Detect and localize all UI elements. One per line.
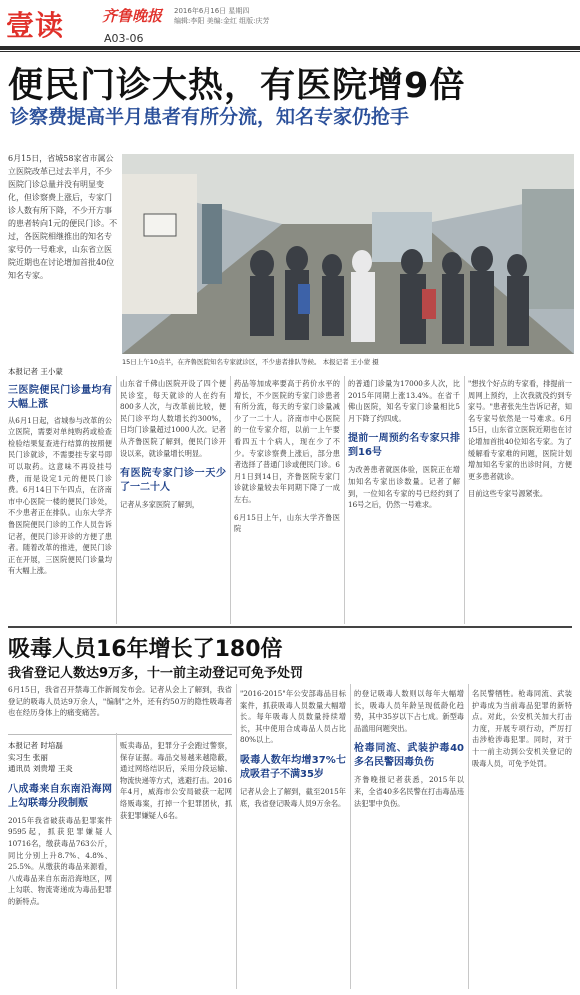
- byline-correspondent: 通讯员 刘贵增 王炎: [8, 764, 73, 774]
- photo-caption: 15日上午10点半，在齐鲁医院知名专家就诊区，不少患者排队等候。 本报记者 王小蒙 摄: [122, 358, 379, 366]
- column-subhead: 提前一周预约名专家只排到16号: [348, 433, 460, 459]
- column-body: "想找个好点的专家看，排提前一周网上预约，上次我就没约到专家号。"患者张先生告诉记者，知名专家号依然是一号难求。6月15日，山东省立医院近期也在讨论增加首批40位知名专家。为了缓解看专家难的问题，医院计划增加知名专家的出诊时间，方便更多患者就诊。: [468, 379, 572, 481]
- column-body: 药品等加成率要高于药价水平的增长，不少医院的专家门诊患者有所分流，每天的专家门诊量减少了一二十人。济南市中心医院的一位专家介绍，以前一上午要看四五十个病人，现在少了不少。专家诊察费上涨后，部分患者选择了普通门诊或便民门诊。6月1日到14日，齐鲁医院专家门诊就诊量较去年同期下降了一成左右。: [234, 379, 340, 504]
- column-body: 2015年我省破获毒品犯罪案件9595起，抓获犯罪嫌疑人10716名，缴获毒品763公斤，同比分别上升8.7%、4.8%、25.5%。从缴获的毒品来源看，八成毒品来自东南沿海地区，网上勾联、物流寄递成为毒品犯罪的新特点。: [8, 815, 112, 906]
- photo-illustration: [122, 154, 574, 354]
- story1-column-5: [468, 378, 572, 624]
- column-divider: [350, 684, 351, 989]
- story2-column-5: [472, 688, 572, 988]
- column-divider: [116, 376, 117, 624]
- story1-column-3: [234, 378, 340, 624]
- section-title: 壹读: [6, 9, 65, 42]
- column-body-tail: 为改善患者就医体验，医院正在增加知名专家出诊数量。记者了解到，一位知名专家的号已经约到了16号之后，仍然一号难求。: [348, 465, 460, 510]
- column-body-tail: 齐鲁晚报记者获悉，2015年以来，全省40多名民警在打击毒品违法犯罪中负伤。: [354, 775, 464, 808]
- story2-subheadline: 我省登记人数达9万多，十一前主动登记可免予处罚: [8, 666, 304, 681]
- column-body: 山东省千佛山医院开设了四个便民诊室，每天就诊的人在约有800多人次，与改革前比较，便民门诊平均人数增长约300%，日均门诊量超过1000人次。记者从齐鲁医院了解到，便民门诊开设以来，就诊量增长明显。: [120, 379, 226, 458]
- column-body: 的普通门诊量为17000多人次，比2015年同期上涨13.4%。在省千佛山医院，知名专家门诊量相比5月下降了约四成。: [348, 379, 460, 423]
- byline: 本报记者 王小蒙: [8, 367, 63, 376]
- column-divider: [464, 376, 465, 624]
- lead-underline: [8, 734, 232, 735]
- story2-column-4: [354, 688, 464, 988]
- story1-headline: 便民门诊大热，有医院增9倍: [8, 66, 466, 106]
- column-subhead: 吸毒人数年均增37%七成吸君子不满35岁: [240, 754, 346, 780]
- column-body-tail: 记者从会上了解到，截至2015年底，我省登记吸毒人员9万余名。: [240, 786, 346, 808]
- column-body: "2016-2015"年公安部毒品目标案件，抓获吸毒人员数量大幅增长。每年吸毒人员数量持续增长，其中使用合成毒品人员占比80%以上。: [240, 689, 346, 745]
- column-body-tail: 目前这些专家号源紧张。: [468, 489, 548, 499]
- column-divider: [236, 684, 237, 989]
- column-divider: [116, 733, 117, 989]
- issue-date: 2016年6月16日 星期四: [174, 7, 250, 15]
- staff-credits: 编辑:李阳 美编:金红 组版:庆芳: [174, 17, 270, 25]
- column-subhead: 八成毒来自东南沿海网上勾联毒分段制贩: [8, 783, 112, 809]
- story1-column-1: [8, 366, 112, 624]
- column-body-tail: 6月15日上午，山东大学齐鲁医院: [234, 512, 340, 534]
- story1-subheadline: 诊察费提高半月患者有所分流，知名专家仍抢手: [10, 106, 410, 128]
- story1-lead: 6月15日，省城58家省市属公立医院改革已过去半月，不少医院门诊总量并没有明显变化，但诊察费上涨后，专家门诊人数有所下降，不少开方事的患者转向1元的便民门诊。不过，各医院相继推出的知名专家号仍一号难求，山东省立医院近期也在讨论增加首批40位知名专家。: [8, 154, 118, 280]
- page-number: A03-06: [104, 32, 144, 45]
- newspaper-logo: 齐鲁晚报: [102, 7, 163, 25]
- column-body: 名民警牺牲。枪毒同流、武装护毒成为当前毒品犯罪的新特点。对此，公安机关加大打击力度，开展专项行动，严厉打击涉枪涉毒犯罪。同时，对于十一前主动到公安机关登记的吸毒人员，可免予处罚。: [472, 689, 572, 768]
- story2-column-3: [240, 688, 346, 988]
- column-body: 贩卖毒品，犯罪分子会跑过警察，保存证据。毒品交易越来越隐蔽，通过网络结识后，采用分段运输、物流快递等方式，逃避打击。2016年4月，威海市公安局破获一起网络贩毒案，打掉一个犯罪团伙，抓获犯罪嫌疑人6名。: [120, 741, 232, 820]
- byline-reporter: 本报记者 时培磊: [8, 741, 63, 750]
- column-divider: [468, 684, 469, 989]
- column-subhead: 有医院专家门诊一天少了一二十人: [120, 468, 226, 494]
- column-body-tail: 记者从多家医院了解到，: [120, 500, 200, 510]
- column-body: 的登记吸毒人数则以每年大幅增长，吸毒人员年龄呈现低龄化趋势，其中35岁以下占七成。新型毒品滥用问题突出。: [354, 689, 464, 733]
- story2-lead: [8, 684, 232, 730]
- story2-column-1: [8, 740, 112, 990]
- hospital-corridor-photo: [122, 154, 574, 354]
- column-subhead: 枪毒同流、武装护毒40多名民警因毒负伤: [354, 743, 464, 769]
- story2-headline: 吸毒人员16年增长了180倍: [8, 637, 283, 662]
- masthead: [0, 0, 580, 46]
- lead-body: 6月15日，我省召开禁毒工作新闻发布会。记者从会上了解到，我省登记的吸毒人员达9万余人，"编制"之外，还有约50万的隐性吸毒者也在经历身体上的痛变痛苦。: [8, 685, 232, 717]
- story1-column-4: [348, 378, 460, 624]
- column-divider: [344, 376, 345, 624]
- section-divider: [8, 626, 572, 628]
- byline-intern: 实习生 张丽: [8, 752, 48, 762]
- column-divider: [230, 376, 231, 624]
- column-body: 从6月1日起，省城参与改革的公立医院，需要对单纯购药或检查检验结果复查进行结算的按照便民门诊就诊，不需要挂专家号即可以取药。这意味不再设挂号费，而是设定1元的便民门诊费。6月14日下午四点，在济南市中心医院一楼的便民门诊处，不少患者正在排队。山东大学齐鲁医院便民门诊的工作人员告诉记者，便民门诊开诊的方便了患者。随着改革的推进，便民门诊正在开展，三医院便民门诊量均有大幅上涨。: [8, 415, 112, 576]
- column-subhead: 三医院便民门诊量均有大幅上涨: [8, 384, 112, 410]
- masthead-rule-thin: [0, 51, 580, 52]
- masthead-rule: [0, 46, 580, 50]
- story1-column-2: [120, 378, 226, 624]
- story2-column-2: [120, 740, 232, 990]
